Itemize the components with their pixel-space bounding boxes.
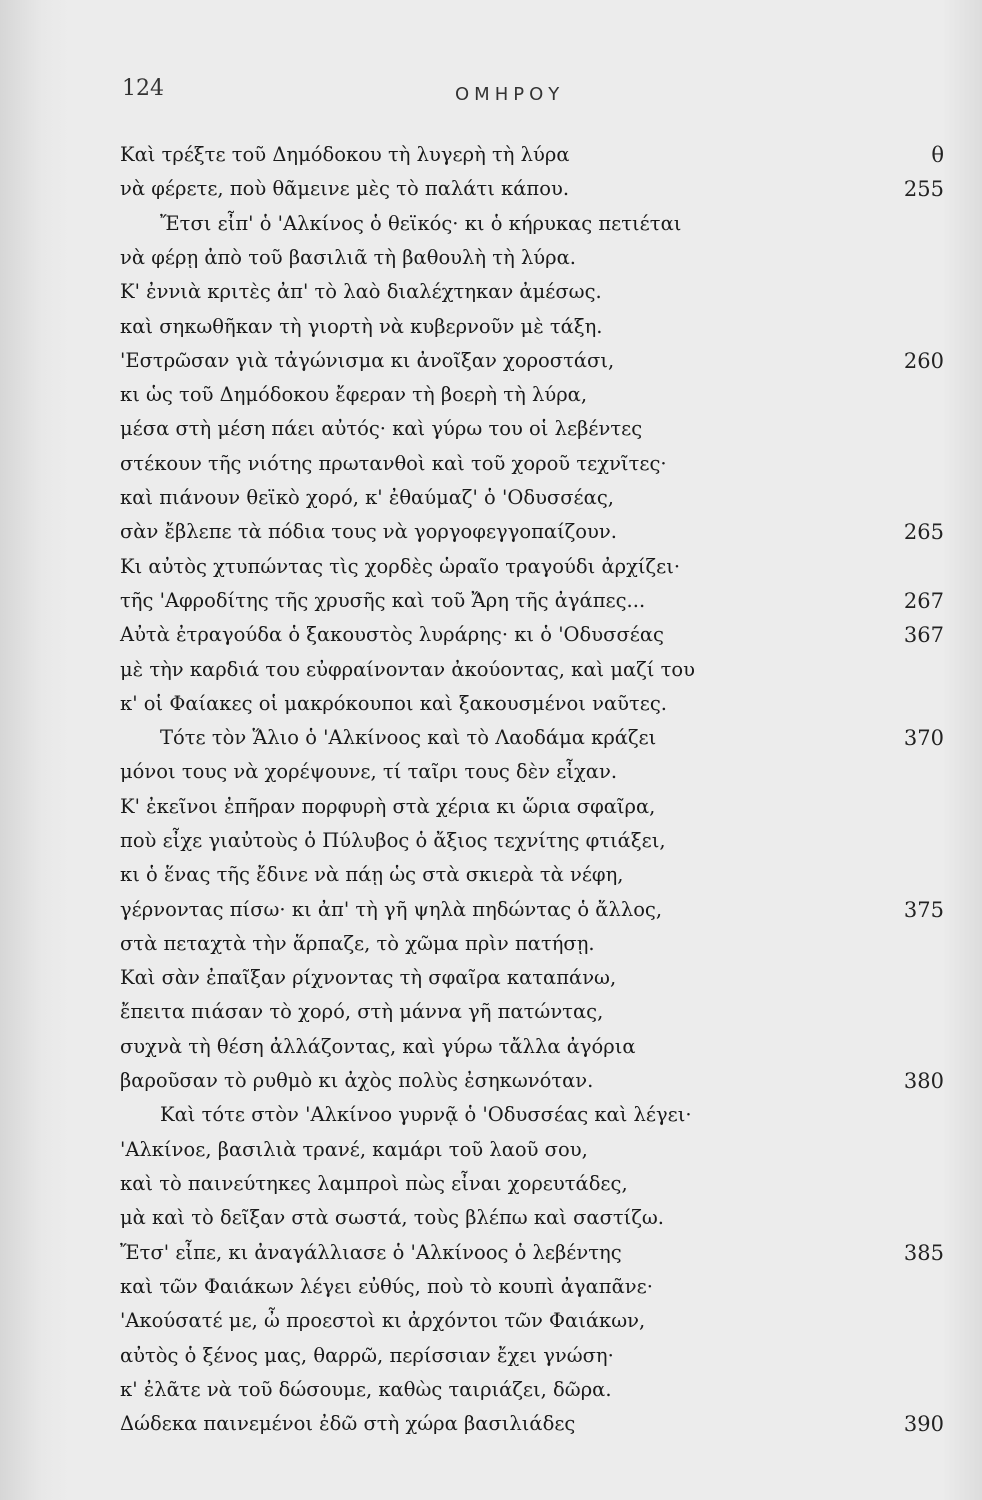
verse-line: νὰ φέρῃ ἀπὸ τοῦ βασιλιᾶ τὴ βαθουλὴ τὴ λύρα. (120, 246, 576, 269)
verse-line: στέκουν τῆς νιότης πρωτανθοὶ καὶ τοῦ χοροῦ τεχνῖτες· (120, 452, 667, 475)
verse-line: Αὐτὰ ἐτραγούδα ὁ ξακουστὸς λυράρης· κι ὁ 'Οδυσσέας (120, 623, 664, 646)
line-number: 267 (903, 589, 944, 613)
page-number: 124 (122, 76, 164, 101)
verse-line: βαροῦσαν τὸ ρυθμὸ κι ἀχὸς πολὺς ἐσηκωνόταν. (120, 1069, 594, 1092)
verse-line: μόνοι τους νὰ χορέψουνε, τί ταῖρι τους δὲν εἶχαν. (120, 760, 618, 783)
verse-line: καὶ τὸ παινεύτηκες λαμπροὶ πὼς εἶναι χορευτάδες, (120, 1172, 628, 1195)
verse-line: 'Αλκίνοε, βασιλιὰ τρανέ, καμάρι τοῦ λαοῦ σου, (120, 1138, 588, 1161)
verse-line: Κι αὐτὸς χτυπώντας τὶς χορδὲς ὡραῖο τραγούδι ἀρχίζει· (120, 555, 681, 578)
verse-line: μέσα στὴ μέση πάει αὐτός· καὶ γύρω του οἱ λεβέντες (120, 417, 643, 440)
verse-line: καὶ πιάνουν θεϊκὸ χορό, κ' ἐθαύμαζ' ὁ 'Οδυσσέας, (120, 486, 614, 509)
verse-line: καὶ σηκωθῆκαν τὴ γιορτὴ νὰ κυβερνοῦν μὲ τάξη. (120, 315, 603, 338)
verse-line: κι ὁ ἕνας τῆς ἔδινε νὰ πάῃ ὡς στὰ σκιερὰ τὰ νέφη, (120, 863, 624, 886)
verse-line: Δώδεκα παινεμένοι ἐδῶ στὴ χώρα βασιλιάδες (120, 1412, 576, 1435)
verse-line: Καὶ τρέξτε τοῦ Δημόδοκου τὴ λυγερὴ τὴ λύρα (120, 143, 570, 166)
line-number: 390 (903, 1412, 944, 1436)
verse-line: κ' οἱ Φαίακες οἱ μακρόκουποι καὶ ξακουσμένοι ναῦτες. (120, 692, 668, 715)
verse-line: 'Ακούσατέ με, ὦ προεστοὶ κι ἀρχόντοι τῶν Φαιάκων, (120, 1309, 646, 1332)
verse-line: Κ' ἐννιὰ κριτὲς ἀπ' τὸ λαὸ διαλέχτηκαν ἀμέσως. (120, 280, 602, 303)
line-number: 367 (903, 623, 944, 647)
verse-line: κι ὡς τοῦ Δημόδοκου ἔφεραν τὴ βοερὴ τὴ λύρα, (120, 383, 588, 406)
verse-line: Καὶ σὰν ἐπαῖξαν ρίχνοντας τὴ σφαῖρα καταπάνω, (120, 966, 617, 989)
line-number: 265 (903, 520, 944, 544)
verse-line: Κ' ἐκεῖνοι ἐπῆραν πορφυρὴ στὰ χέρια κι ὥρια σφαῖρα, (120, 795, 656, 818)
line-number: 260 (903, 349, 944, 373)
verse-line: τῆς 'Αφροδίτης τῆς χρυσῆς καὶ τοῦ Ἄρη τῆς ἀγάπες... (120, 589, 646, 612)
verse-line: γέρνοντας πίσω· κι ἀπ' τὴ γῆ ψηλὰ πηδώντας ὁ ἄλλος, (120, 898, 663, 921)
verse-line: συχνὰ τὴ θέση ἀλλάζοντας, καὶ γύρω τἄλλα ἀγόρια (120, 1035, 636, 1058)
verse-line: αὐτὸς ὁ ξένος μας, θαρρῶ, περίσσιαν ἔχει γνώση· (120, 1344, 614, 1367)
line-number: 380 (903, 1069, 944, 1093)
verse-line: ποὺ εἶχε γιαὐτοὺς ὁ Πύλυβος ὁ ἄξιος τεχνίτης φτιάξει, (120, 829, 666, 852)
line-number: 255 (903, 177, 944, 201)
page-edge-shadow-left (0, 0, 70, 1500)
verse-line: νὰ φέρετε, ποὺ θᾶμεινε μὲς τὸ παλάτι κάπου. (120, 177, 570, 200)
verse-line: ἔπειτα πιάσαν τὸ χορό, στὴ μάννα γῆ πατώντας, (120, 1000, 604, 1023)
verse-line: κ' ἐλᾶτε νὰ τοῦ δώσουμε, καθὼς ταιριάζει, δῶρα. (120, 1378, 612, 1401)
verse-line: μὰ καὶ τὸ δεῖξαν στὰ σωστά, τοὺς βλέπω καὶ σαστίζω. (120, 1206, 665, 1229)
verse-line: Τότε τὸν Ἅλιο ὁ 'Αλκίνοος καὶ τὸ Λαοδάμα κράζει (160, 726, 657, 749)
verse-line: Ἔτσι εἶπ' ὁ 'Αλκίνος ὁ θεϊκός· κι ὁ κήρυκας πετιέται (160, 212, 682, 235)
line-number: θ (931, 143, 944, 167)
verse-line: μὲ τὴν καρδιά του εὐφραίνονταν ἀκούοντας, καὶ μαζί του (120, 658, 696, 681)
line-number: 385 (903, 1241, 944, 1265)
running-title: ΟΜΗΡΟΥ (455, 84, 565, 105)
line-number: 370 (903, 726, 944, 750)
verse-line: σὰν ἔβλεπε τὰ πόδια τους νὰ γοργοφεγγοπαίζουν. (120, 520, 617, 543)
page-edge-shadow-right (942, 0, 982, 1500)
verse-line: 'Εστρῶσαν γιὰ τἀγώνισμα κι ἀνοῖξαν χοροστάσι, (120, 349, 615, 372)
verse-line: Καὶ τότε στὸν 'Αλκίνοο γυρνᾷ ὁ 'Οδυσσέας καὶ λέγει· (160, 1103, 692, 1126)
verse-line: καὶ τῶν Φαιάκων λέγει εὐθύς, ποὺ τὸ κουπὶ ἀγαπᾶνε· (120, 1275, 653, 1298)
verse-line: στὰ πεταχτὰ τὴν ἅρπαζε, τὸ χῶμα πρὶν πατήσῃ. (120, 932, 595, 955)
line-number: 375 (903, 898, 944, 922)
verse-line: Ἔτσ' εἶπε, κι ἀναγάλλιασε ὁ 'Αλκίνοος ὁ λεβέντης (120, 1241, 622, 1264)
